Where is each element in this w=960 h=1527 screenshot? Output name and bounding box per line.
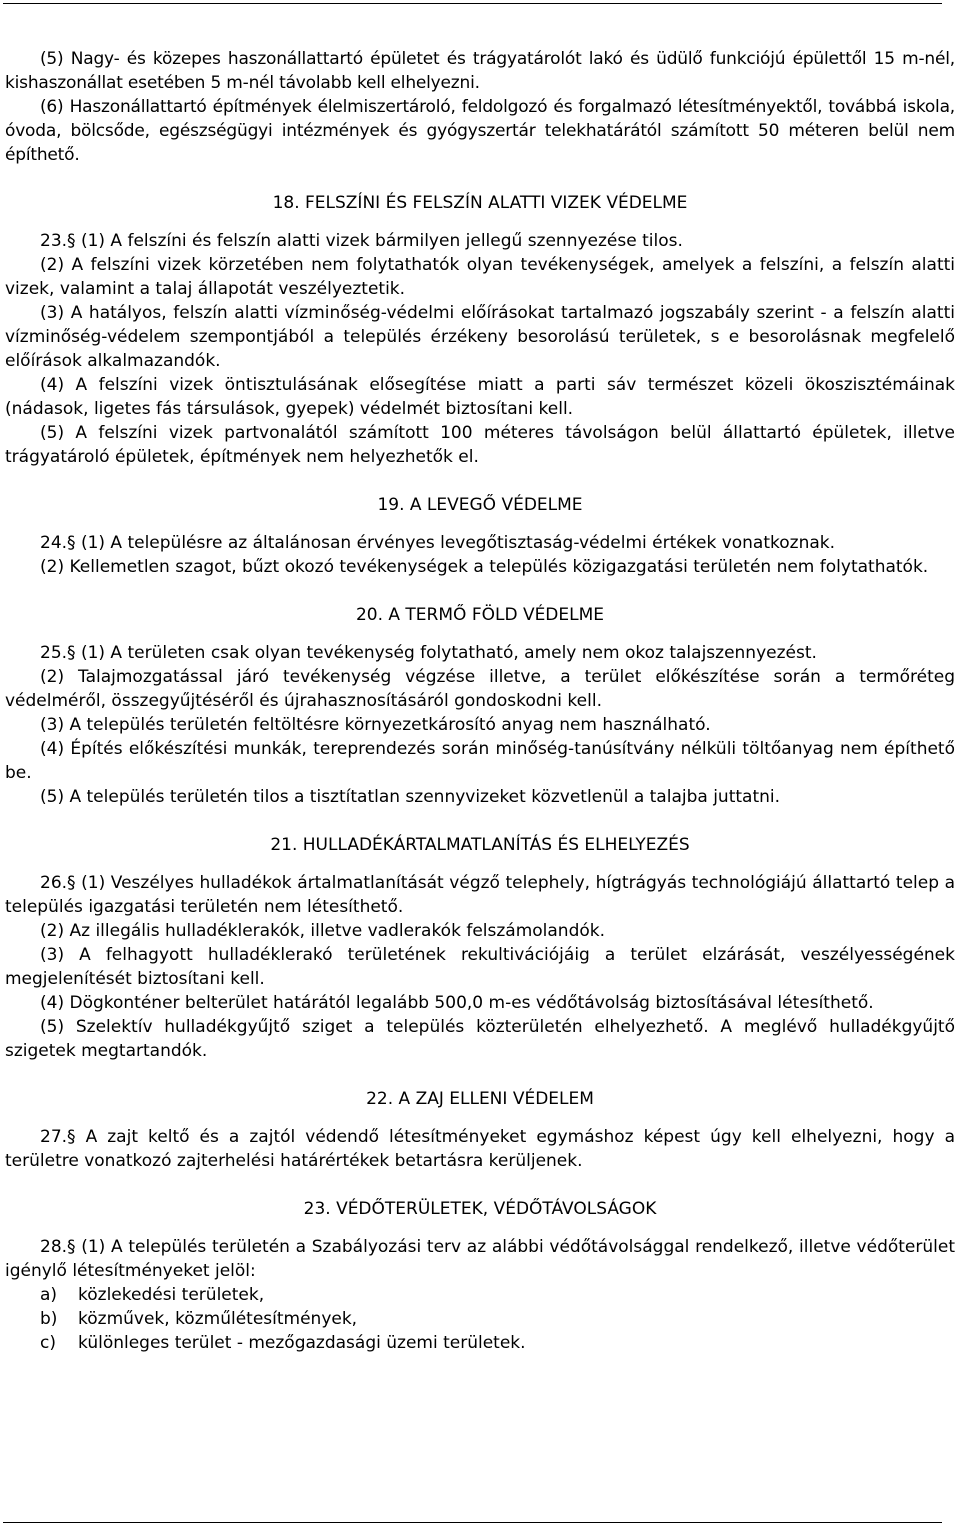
bottom-rule: [3, 1522, 942, 1523]
paragraph-intro-6: (6) Haszonállattartó építmények élelmiszertároló, feldolgozó és forgalmazó létesítményektől, továbbá iskola, óvoda, bölcsőde, egészségügyi intézmények és gyógyszertár telekhatárától számított 50 méteren belül nem építhető.: [5, 97, 955, 165]
top-rule: [3, 3, 942, 4]
section-title-21: 21. HULLADÉKÁRTALMATLANÍTÁS ÉS ELHELYEZÉS: [270, 835, 690, 855]
list-item: [5, 1307, 955, 1331]
paragraph-25-4: (4) Építés előkészítési munkák, tereprendezés során minőség-tanúsítvány nélküli töltőanyag nem építhető be.: [5, 739, 955, 783]
list-item-label: a): [40, 1285, 58, 1305]
paragraph-25-3: (3) A település területén feltöltésre környezetkárosító anyag nem használható.: [40, 715, 711, 735]
paragraph-23-5: (5) A felszíni vizek partvonalától számított 100 méteres távolságon belül állattartó épületek, illetve trágyatároló épületek, építmények nem helyezhetők el.: [5, 423, 955, 467]
paragraph-26-5: (5) Szelektív hulladékgyűjtő sziget a település közterületén elhelyezhető. A meglévő hulladékgyűjtő szigetek megtartandók.: [5, 1017, 955, 1061]
paragraph-23-3: (3) A hatályos, felszín alatti vízminőség-védelmi előírásokat tartalmazó jogszabály szerint - a felszín alatti vízminőség-védelem szempontjából a település érzékeny besorolású területek, s e besorolásnak megfelelő előírások alkalmazandók.: [5, 303, 955, 371]
section-title-20: 20. A TERMŐ FÖLD VÉDELME: [355, 605, 605, 625]
paragraph-intro-5: (5) Nagy- és közepes haszonállattartó épületet és trágyatárolót lakó és üdülő funkciójú épülettől 15 m-nél, kishaszonállat esetében 5 m-nél távolabb kell elhelyezni.: [5, 49, 955, 93]
paragraph-24-1: 24.§ (1) A településre az általánosan érvényes levegőtisztaság-védelmi értékek vonatkoznak.: [40, 533, 836, 553]
paragraph-26-3: (3) A felhagyott hulladéklerakó területének rekultivációjáig a terület elzárását, veszélyességének megjelenítését biztosítani kell.: [5, 945, 955, 989]
list-item-text: közlekedési területek,: [78, 1285, 265, 1305]
list-item-text: közművek, közműlétesítmények,: [78, 1309, 358, 1329]
paragraph-23-1: 23.§ (1) A felszíni és felszín alatti vizek bármilyen jellegű szennyezése tilos.: [40, 231, 683, 251]
list-item-text: különleges terület - mezőgazdasági üzemi területek.: [78, 1333, 526, 1353]
list-item-label: b): [40, 1309, 58, 1329]
section-title-22: 22. A ZAJ ELLENI VÉDELEM: [366, 1089, 594, 1109]
paragraph-23-2: (2) A felszíni vizek körzetében nem folytathatók olyan tevékenységek, amelyek a felszíni, a felszín alatti vizek, valamint a talaj állapotát veszélyeztetik.: [5, 255, 955, 299]
paragraph-25-1: 25.§ (1) A területen csak olyan tevékenység folytatható, amely nem okoz talajszennyezést.: [40, 643, 817, 663]
section-title-23: 23. VÉDŐTERÜLETEK, VÉDŐTÁVOLSÁGOK: [303, 1199, 657, 1219]
list-item: [5, 1331, 955, 1355]
paragraph-25-2: (2) Talajmozgatással járó tevékenység végzése illetve, a terület előkészítése során a termőréteg védelméről, összegyűjtéséről és újrahasznosításáról gondoskodni kell.: [5, 667, 955, 711]
paragraph-24-2: (2) Kellemetlen szagot, bűzt okozó tevékenységek a település közigazgatási területén nem folytathatók.: [40, 557, 929, 577]
paragraph-25-5: (5) A település területén tilos a tisztítatlan szennyvizeket közvetlenül a talajba juttatni.: [40, 787, 781, 807]
document-page: [5, 47, 955, 1355]
paragraph-26-1: 26.§ (1) Veszélyes hulladékok ártalmatlanítását végző telephely, hígtrágyás technológiájú állattartó telep a település igazgatási területén nem létesíthető.: [5, 873, 955, 917]
paragraph-26-2: (2) Az illegális hulladéklerakók, illetve vadlerakók felszámolandók.: [40, 921, 606, 941]
paragraph-28-1: 28.§ (1) A település területén a Szabályozási terv az alábbi védőtávolsággal rendelkező, illetve védőterület igénylő létesítményeket jelöl:: [5, 1237, 955, 1281]
paragraph-26-4: (4) Dögkonténer belterület határától legalább 500,0 m-es védőtávolság biztosításával létesíthető.: [40, 993, 874, 1013]
section-title-19: 19. A LEVEGŐ VÉDELME: [377, 495, 583, 515]
paragraph-23-4: (4) A felszíni vizek öntisztulásának elősegítése miatt a parti sáv természet közeli ökoszisztémáinak (nádasok, ligetes fás társulások, gyepek) védelmét biztosítani kell.: [5, 375, 955, 419]
section-title-18: 18. FELSZÍNI ÉS FELSZÍN ALATTI VIZEK VÉDELME: [272, 193, 688, 213]
list-item-label: c): [40, 1333, 56, 1353]
paragraph-27: 27.§ A zajt keltő és a zajtól védendő létesítményeket egymáshoz képest úgy kell elhelyezni, hogy a területre vonatkozó zajterhelési határértékek betartásra kerüljenek.: [5, 1127, 955, 1171]
list-item: [5, 1283, 955, 1307]
